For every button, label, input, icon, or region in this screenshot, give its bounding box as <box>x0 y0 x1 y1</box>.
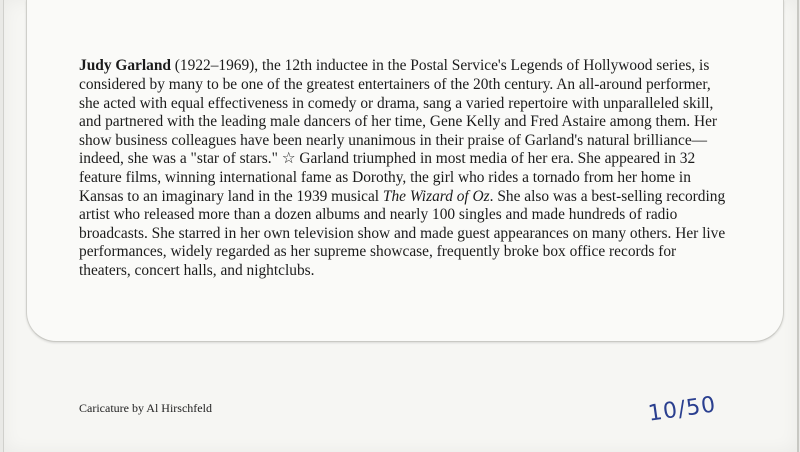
film-title: The Wizard of Oz <box>382 187 490 205</box>
star-icon: ☆ <box>281 150 296 168</box>
subject-name: Judy Garland <box>79 57 171 75</box>
envelope-back <box>3 0 799 452</box>
bio-part-3: . She also was a best-selling recording artist who released more than a dozen albums and nearly 100 singles and made hundreds of radio broadcasts. She starred in her own television show and made guest appearances on many others. Her live performances, widely regarded as her supreme showcase, frequently broke box office records for theaters, concert halls, and nightclubs. <box>79 187 726 279</box>
bio-part-1: (1922–1969), the 12th inductee in the Postal Service's Legends of Hollywood series, is considered by many to be one of the greatest entertainers of the 20th century. An all-around performer, she acted with equal effectiveness in comedy or drama, sang a varied repertoire with unparalleled skill, and partnered with the leading male dancers of her time, Gene Kelly and Fred Astaire among them. Her show business colleagues have been nearly unanimous in their praise of Garland's natural brilliance—indeed, she was a "star of stars." <box>79 57 718 168</box>
edition-number: 10/50 <box>646 392 718 427</box>
biography-text <box>79 57 729 280</box>
caricature-credit: Caricature by Al Hirschfeld <box>79 401 212 415</box>
bio-part-2: Garland triumphed in most media of her era. She appeared in 32 feature films, winning international fame as Dorothy, the girl who rides a tornado from her home in Kansas to an imaginary land in the 1939 musical <box>79 150 696 205</box>
